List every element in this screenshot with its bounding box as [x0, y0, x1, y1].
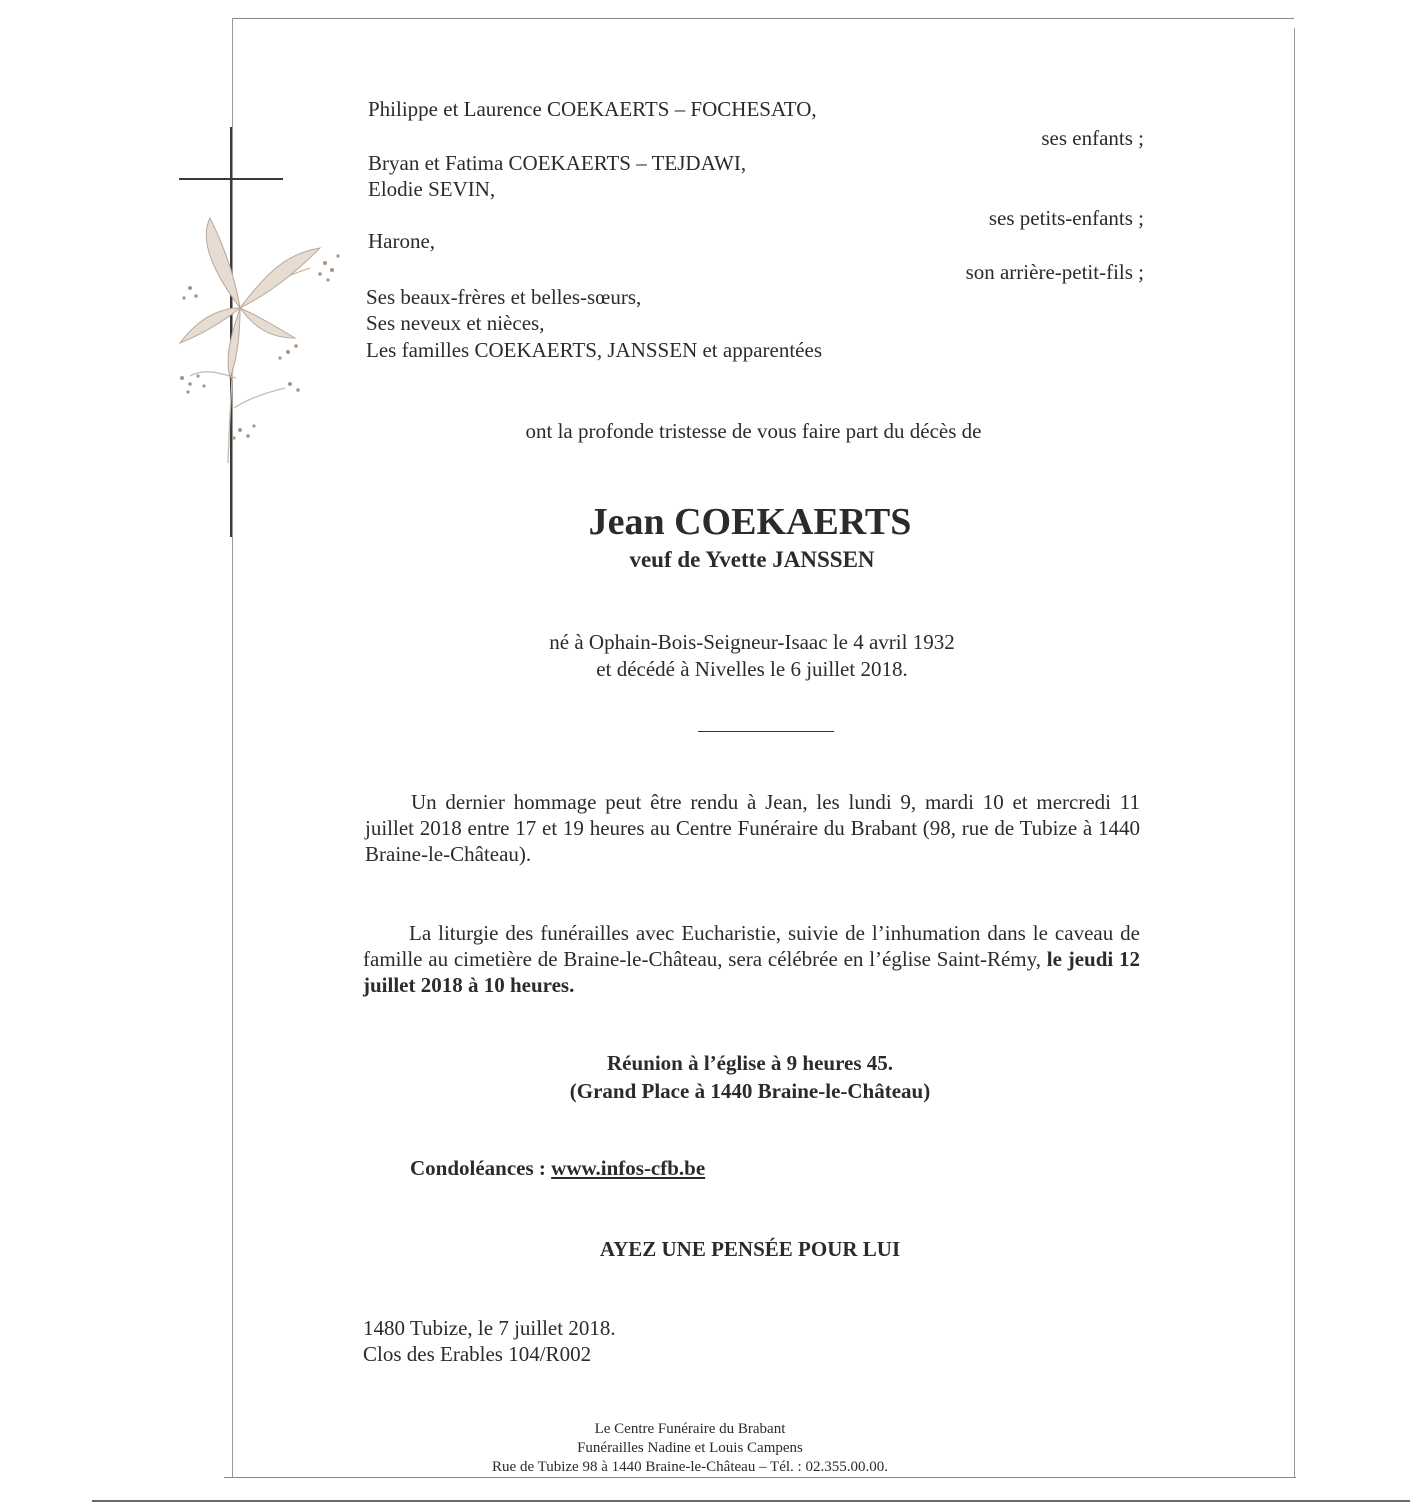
page-frame-top	[232, 18, 1294, 19]
deceased-name: Jean COEKAERTS	[588, 501, 912, 543]
address-line-1: 1480 Tubize, le 7 juillet 2018.	[363, 1316, 616, 1340]
liturgy-text: La liturgie des funérailles avec Eucharistie, suivie de l’inhumation dans le caveau de famille au cimetière de Braine-le-Château, sera célébrée en l’église Saint-Rémy,	[363, 921, 1140, 971]
lily-flower-icon	[170, 208, 350, 470]
children-names: Philippe et Laurence COEKAERTS – FOCHESATO,	[368, 97, 817, 121]
relatives-line-3: Les familles COEKAERTS, JANSSEN et apparentées	[366, 338, 822, 362]
grandchildren-line-2: Elodie SEVIN,	[368, 177, 496, 201]
meeting-line-1: Réunion à l’église à 9 heures 45.	[606, 1051, 894, 1075]
condolences-line	[410, 1155, 705, 1181]
liturgy-paragraph	[363, 920, 1140, 998]
tribute-text: Un dernier hommage peut être rendu à Jean, les lundi 9, mardi 10 et mercredi 11 juillet 2018 entre 17 et 19 heures au Centre Funéraire du Brabant (98, rue de Tubize à 1440 Braine-le-Château).	[365, 790, 1140, 866]
great-grandchild-role: son arrière-petit-fils ;	[965, 260, 1144, 284]
page-frame-bottom	[224, 1477, 1296, 1478]
great-grandchild-name: Harone,	[368, 229, 436, 253]
condolences-link[interactable]: www.infos-cfb.be	[551, 1156, 706, 1180]
liturgy-date: le jeudi 12 juillet 2018 à 10 heures.	[363, 947, 1141, 997]
children-role: ses enfants ;	[1041, 126, 1144, 150]
closing-text: AYEZ UNE PENSÉE POUR LUI	[599, 1237, 901, 1261]
footer-line-3: Rue de Tubize 98 à 1440 Braine-le-Château – Tél. : 02.355.00.00.	[492, 1459, 888, 1475]
birth-info: né à Ophain-Bois-Seigneur-Isaac le 4 avril 1932	[549, 630, 955, 654]
grandchildren-role: ses petits-enfants ;	[988, 206, 1144, 230]
meeting-line-2: (Grand Place à 1440 Braine-le-Château)	[569, 1079, 931, 1103]
condolences-label: Condoléances :	[410, 1156, 546, 1180]
relatives-line-1: Ses beaux-frères et belles-sœurs,	[366, 285, 642, 309]
footer-line-1: Le Centre Funéraire du Brabant	[594, 1421, 786, 1437]
address-line-2: Clos des Erables 104/R002	[363, 1342, 592, 1366]
relatives-line-2: Ses neveux et nièces,	[366, 311, 545, 335]
footer-line-2: Funérailles Nadine et Louis Campens	[577, 1440, 803, 1456]
grandchildren-line-1: Bryan et Fatima COEKAERTS – TEJDAWI,	[368, 151, 747, 175]
death-info: et décédé à Nivelles le 6 juillet 2018.	[596, 657, 908, 681]
cross-horizontal-bar	[179, 178, 283, 180]
deceased-spouse: veuf de Yvette JANSSEN	[629, 547, 875, 572]
separator-line	[698, 731, 834, 732]
scan-edge-line	[92, 1500, 1410, 1502]
page-frame-right	[1294, 28, 1295, 1478]
tribute-paragraph	[365, 789, 1140, 867]
announcement-text: ont la profonde tristesse de vous faire part du décès de	[525, 419, 982, 443]
